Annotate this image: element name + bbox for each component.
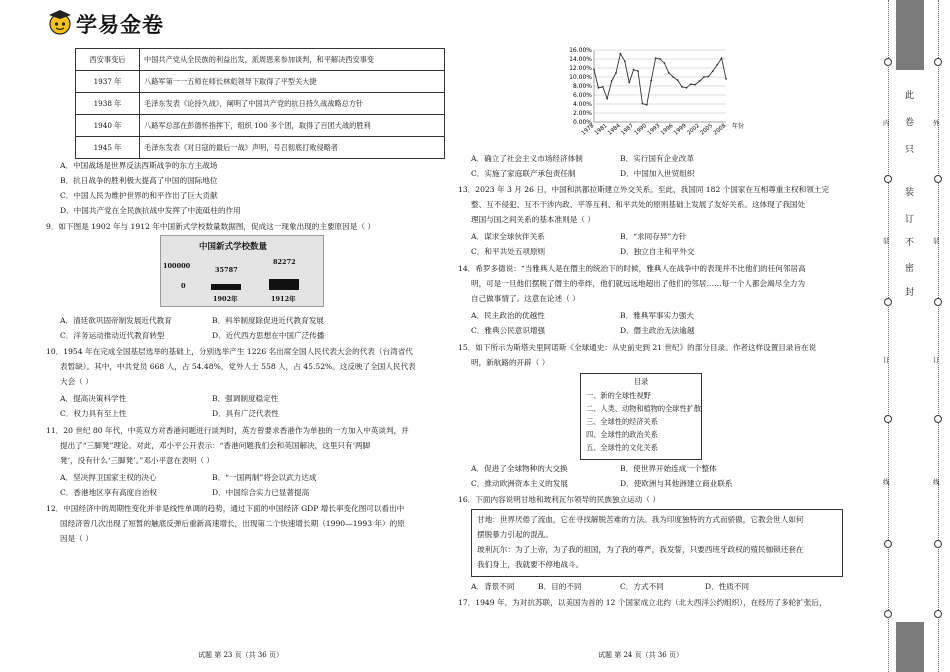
toc-item: 二、人类、动物和植物的全球性扩散 [586,404,702,413]
bar-value-1912: 82272 [273,258,296,266]
bar-1902 [211,284,241,290]
q10-option-c: C．权力具有至上性 [60,409,127,418]
x-tick-label: 1981 [593,122,609,137]
q9-stem: 9．如下图是 1902 年与 1912 年中国新式学校数量数据图，促成这一现象出现的主要原因是（ ） [46,222,375,231]
inner-mark: 线 [883,478,890,486]
quote-box [471,509,843,577]
data-point [606,98,608,100]
data-point [664,62,666,64]
q11-line-2: 提出了“三脚凳”理论。对此，邓小平公开表示：“香港问题我们会和英国解决，这里只有‘两脚 [60,441,371,450]
q15-line-1: 15．如下所示为斯塔夫里阿诺斯《全球通史：从史前史到 21 世纪》的部分目录。作者这样设置目录旨在说 [458,343,817,352]
data-point [690,83,692,85]
q9-option-d: D．近代西方思想在中国广泛传播 [212,331,325,340]
q11-line-3: 凳’，没有什么‘三脚凳’。”邓小平意在表明（ ） [60,456,215,465]
q14-option-d: D．僭主政治无法逾越 [620,326,695,335]
y-tick-label: 6.00% [572,92,592,99]
x-tick-label: 2002 [686,122,701,137]
q12-option-c: C．实施了家庭联产承包责任制 [471,169,576,178]
outer-mark: 装 [933,237,940,245]
binding-hole [934,58,942,66]
q10-option-d: D．具有广泛代表性 [212,409,279,418]
q13-option-d: D．独立自主和平外交 [620,247,695,256]
gdp-chart-svg [556,44,746,140]
q14-option-b: B．雅典军事实力强大 [620,311,694,320]
school-count-figure [160,235,324,307]
binding-notice-char: 只 [905,145,915,155]
q9-option-a: A．清廷欲巩固帝制发展近代教育 [60,316,172,325]
q13-option-c: C．和平共处五项原则 [471,247,546,256]
y-tick-label: 8.00% [572,83,592,90]
toc-item: 五、全球性的文化关系 [586,443,658,452]
q15-option-a: A．促进了全球物种的大交换 [471,464,568,473]
table-row: 1940 年 八路军总部在彭德怀指挥下，组织 100 多个团，取得了百团大战的胜利 [76,115,445,137]
toc-item: 三、全球性的经济关系 [586,417,658,426]
q12-option-b: B．实行国有企业改革 [620,154,694,163]
data-point [646,104,648,106]
logo [46,8,196,38]
figure-zero-label: 0 [181,282,186,290]
outer-mark: 线 [933,478,940,486]
inner-mark: 内 [883,119,890,127]
q14-line-3: 自己做事情了。这意在论述（ ） [471,294,580,303]
logo-text: 学易金卷 [76,13,164,37]
outer-mark: 外 [933,119,940,127]
graduation-cap-face-icon [46,8,74,36]
binding-notice-char: 封 [905,288,915,298]
x-tick-label: 1987 [620,122,635,137]
strip-bottom-shade [896,622,924,672]
q15-option-b: B．使世界开始连成一个整体 [620,464,717,473]
x-tick-label: 1978 [580,122,596,137]
data-point [681,86,683,88]
data-point [655,57,657,59]
events-table [75,48,445,159]
data-point [703,76,705,78]
binding-notice-char: 此 [905,91,915,101]
x-tick-label: 2008 [712,122,728,137]
q12-option-d: D．中国加入世贸组织 [620,169,695,178]
data-point [686,87,688,89]
x-tick-label: 1993 [646,122,662,137]
q13-line-1: 13．2023 年 3 月 26 日，中国和洪都拉斯建立外交关系。至此，我国同 182 个国家在互相尊重主权和领土完 [458,185,830,194]
data-point [620,53,622,55]
x-axis-label: 年份 [731,123,745,130]
data-point [694,84,696,86]
data-point [708,76,710,78]
page-footer-right: 试题 第 24 页（共 36 页） [598,651,683,659]
data-point [677,79,679,81]
q13-option-a: A．谋求全球伙伴关系 [471,232,545,241]
y-tick-label: 16.00% [569,47,592,54]
q13-line-2: 整、互不侵犯、互不干涉内政、平等互利、和平共处的原则基础上发展了友好关系。这体现了我国处 [471,200,806,209]
y-tick-label: 14.00% [569,56,592,63]
inner-mark: 订 [883,356,890,364]
q16-option-c: C．方式不同 [620,582,664,591]
toc-item: 四、全球性的政治关系 [586,430,658,439]
q14-line-2: 明，可是一旦他们摆脱了僭主的牵绊，他们就远远地超出了他们的邻居……每一个人都会竭尽全力为 [471,279,806,288]
inner-binding-line [888,0,889,672]
q10-line-3: 大会（ ） [60,377,93,386]
binding-hole [884,540,892,548]
table-row: 1937 年 八路军第一一五师在师长林彪领导下取得了平型关大捷 [76,71,445,93]
toc-title: 目录 [633,377,649,386]
data-point [642,103,644,105]
binding-hole [934,298,942,306]
binding-notice-char: 订 [905,215,915,225]
q15-option-c: C．推动欧洲资本主义的发展 [471,479,568,488]
bar-label-1912: 1912年 [271,295,296,303]
q10-line-1: 10．1954 年在完成全国基层选举的基础上，分别选举产生 1226 名出席全国人民代表大会的代表（台湾省代 [46,347,413,356]
q16-stem: 16．下面内容说明甘地和玻利瓦尔领导的民族独立运动（ ） [458,495,660,504]
q10-option-b: B．强调制度稳定性 [212,394,279,403]
binding-notice-char: 密 [905,264,915,274]
y-tick-label: 0.00% [572,119,592,126]
q12-option-a: A．确立了社会主义市场经济体制 [471,154,583,163]
bar-label-1902: 1902年 [213,295,238,303]
y-tick-label: 4.00% [572,101,592,108]
data-point [624,60,626,62]
toc-item: 一、新的全球性视野 [586,391,651,400]
data-point [637,70,639,72]
x-tick-label: 1996 [659,122,675,137]
x-tick-label: 2005 [699,122,715,137]
q16-option-a: A．背景不同 [471,582,515,591]
q11-option-b: B．“一国两制”将会以武力达成 [212,473,317,482]
outer-binding-line [938,0,939,672]
q17-line-1: 17．1949 年，为对抗苏联，以美国为首的 12 个国家成立北约（北大西洋公约组织），在经历了多轮扩张后， [458,598,827,607]
x-tick-label: 1990 [633,122,649,137]
binding-notice-char: 装 [905,188,915,198]
y-tick-label: 2.00% [572,110,592,117]
table-row: 1938 年 毛泽东发表《论持久战》，阐明了中国共产党的抗日持久战战略总方针 [76,93,445,115]
quote-line: 玻利瓦尔：为了上帝，为了我的祖国，为了我的尊严，我发誓，只要西班牙政权的殖民枷锁还套在 [477,545,804,554]
data-point [699,80,701,82]
binding-hole [884,175,892,183]
binding-hole [934,175,942,183]
q14-line-1: 14．希罗多德说：“当雅典人是在僭主的统治下的时候，雅典人在战争中的表现并不比他们的任何邻居高 [458,264,806,273]
q15-line-2: 明，新航路的开辟（ ） [471,358,550,367]
data-point [712,70,714,72]
binding-hole [884,58,892,66]
figure-y-label: 100000 [163,262,191,270]
table-row: 1945 年 毛泽东发表《对日寇的最后一战》声明，号召彻底打败侵略者 [76,137,445,159]
bar-1912 [269,279,299,290]
binding-notice-char: 卷 [905,118,915,128]
data-point [598,87,600,89]
q16-option-b: B．目的不同 [538,582,582,591]
quote-line: 我们身上，我就要不停地战斗。 [477,560,584,569]
binding-strip [896,0,924,672]
data-point [672,76,674,78]
table-of-contents-box [580,373,702,460]
q15-option-d: D．使欧洲与其他洲建立商业联系 [620,479,733,488]
x-tick-label: 1984 [607,122,622,137]
data-point [659,58,661,60]
q11-option-c: C．香港地区享有高度自治权 [60,488,157,497]
binding-hole [934,610,942,618]
page-footer-left: 试题 第 23 页（共 36 页） [198,651,283,659]
q8-option-c: C．中国人民为维护世界的和平作出了巨大贡献 [60,191,218,200]
data-point [650,80,652,82]
table-row: 西安事变后 中国共产党从全民族的利益出发，派周恩来参加谈判，和平解决西安事变 [76,49,445,71]
data-point [611,80,613,82]
data-point [615,72,617,74]
binding-hole [934,415,942,423]
data-point [633,69,635,71]
binding-notice-char: 不 [905,238,915,248]
q9-option-b: B．科举制度除促进近代教育发展 [212,316,324,325]
strip-top-shade [896,0,924,70]
binding-hole [884,415,892,423]
q11-line-1: 11．20 世纪 80 年代，中英双方对香港问题进行谈判时，英方曾要求香港作为单独的一方加入中英谈判，并 [46,426,409,435]
gdp-growth-chart [556,44,746,140]
q8-option-d: D．中国共产党在全民族抗战中发挥了中流砥柱的作用 [60,206,241,215]
binding-hole [884,610,892,618]
data-point [716,64,718,66]
q8-option-b: B．抗日战争的胜利极大提高了中国的国际地位 [60,176,218,185]
data-point [628,82,630,84]
quote-line: 摆脱暴力引起的混乱。 [477,530,553,539]
q12-line-1: 12．中国经济中的周期性变化并非是线性单调的趋势，通过下面的中国经济 GDP 增长率变化图可以看出中 [46,504,405,513]
quote-line: 甘地：世界厌倦了流血，它在寻找解脱苦难的方法。我为印度独特的方式而骄傲，它教会世人如何 [477,515,804,524]
data-point [668,72,670,74]
q9-option-c: C．洋务运动推动近代教育转型 [60,331,165,340]
q11-option-d: D．中国综合实力已显著提高 [212,488,310,497]
q16-option-d: D．性质不同 [705,582,750,591]
binding-hole [884,298,892,306]
data-point [593,68,595,70]
q13-option-b: B．“求同存异”方针 [620,232,687,241]
q12-line-3: 因是（ ） [60,534,93,543]
bar-value-1902: 35787 [215,266,238,274]
x-tick-label: 1999 [673,122,688,137]
q14-option-c: C．雅典公民意识增强 [471,326,546,335]
outer-mark: 订 [933,356,940,364]
q10-line-2: 表暂缺）。其中，中共党员 668 人，占 54.48%，党外人士 558 人，占 45.52%。这反映了全国人民代表 [60,362,416,371]
q8-option-a: A．中国战场是世界反法西斯战争的东方主战场 [60,161,218,170]
q11-option-a: A．坚决捍卫国家主权的决心 [60,473,157,482]
q14-option-a: A．民主政治的优越性 [471,311,545,320]
binding-hole [934,540,942,548]
data-point [602,86,604,88]
data-point [721,57,723,59]
series-line-gdp-growth [594,54,726,105]
y-tick-label: 10.00% [569,74,592,81]
q12-line-2: 国经济曾几次出现了短暂的触底反弹后重新高速增长，出现第二个快速增长期（1990—1993 年）的原 [60,519,405,528]
inner-mark: 装 [883,237,890,245]
q13-line-3: 理国与国之间关系的基本准则是（ ） [471,215,595,224]
data-point [725,78,727,80]
figure-title: 中国新式学校数量 [199,242,268,252]
q10-option-a: A．提高决策科学性 [60,394,127,403]
y-tick-label: 12.00% [569,65,592,72]
